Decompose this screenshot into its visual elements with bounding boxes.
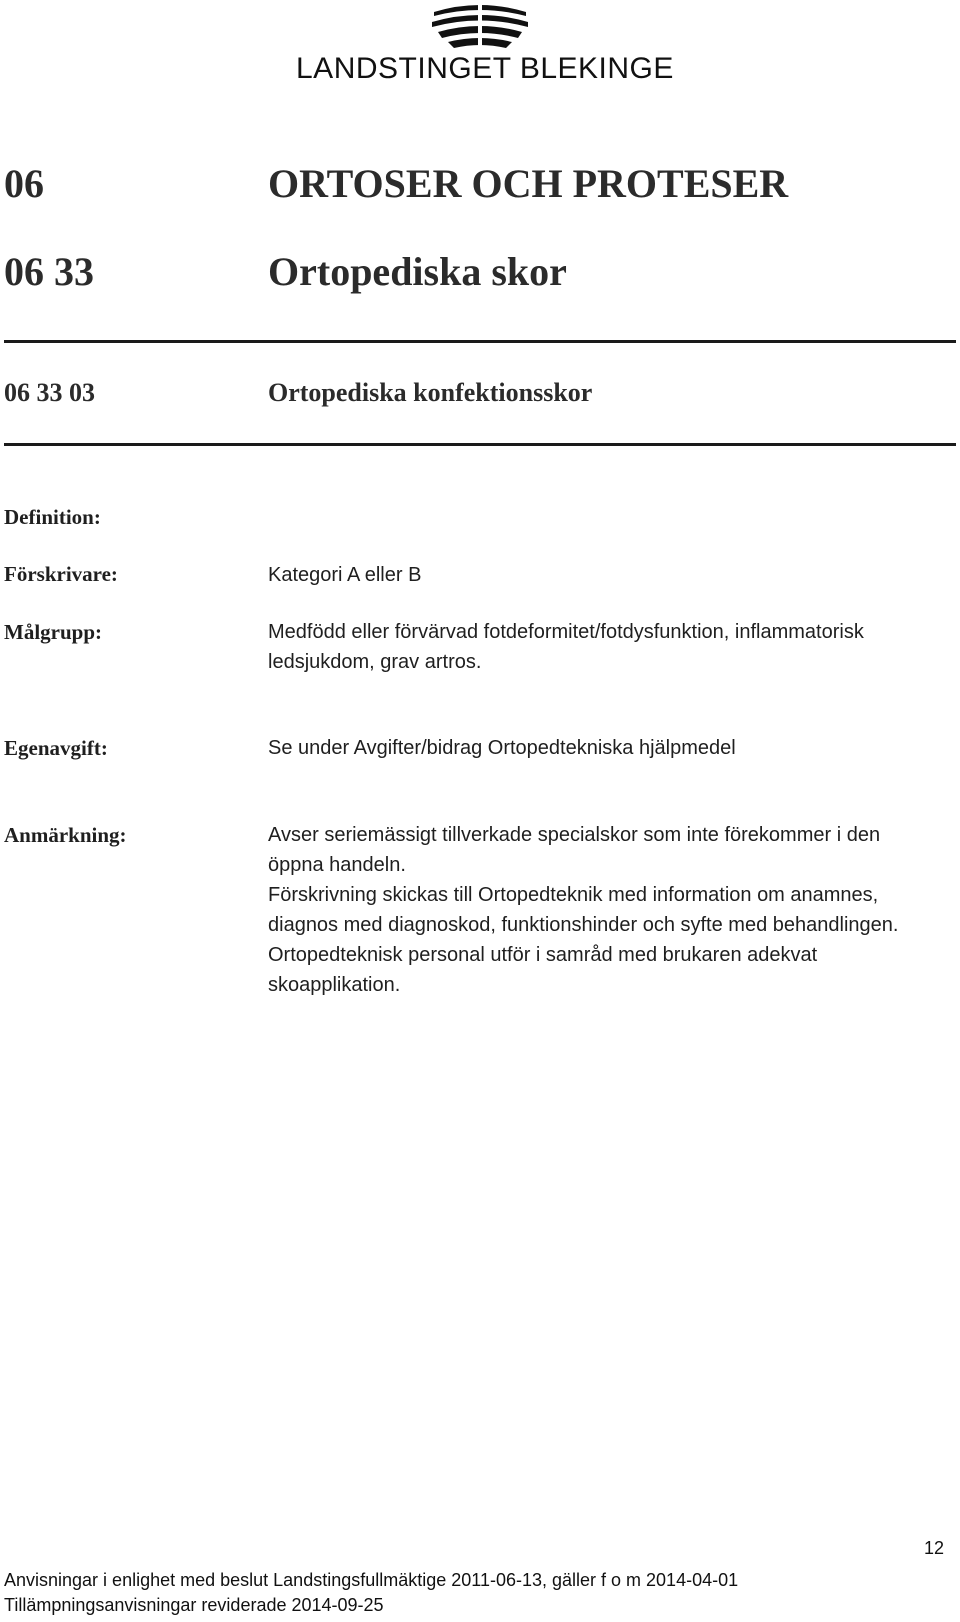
footer-line-2: Tillämpningsanvisningar reviderade 2014-09-25	[4, 1595, 384, 1615]
item-code: 06 33 03	[4, 378, 95, 407]
page-number: 12	[923, 1538, 944, 1558]
prescriber-value: Kategori A eller B	[268, 564, 422, 586]
footer-line-1: Anvisningar i enlighet med beslut Landstingsfullmäktige 2011-06-13, gäller f o m 2014-04-01	[4, 1570, 739, 1590]
fee-value: Se under Avgifter/bidrag Ortopedtekniska hjälpmedel	[268, 737, 736, 759]
main-code: 06	[4, 161, 44, 206]
fee-label: Egenavgift:	[4, 736, 108, 760]
definition-label: Definition:	[4, 505, 101, 529]
divider-top	[4, 340, 956, 343]
sub-title: Ortopediska skor	[268, 249, 567, 294]
remark-value	[268, 820, 938, 1000]
sub-code: 06 33	[4, 249, 94, 294]
target-label: Målgrupp:	[4, 620, 103, 644]
logo-wordmark: LANDSTINGET BLEKINGE	[296, 52, 674, 85]
main-title: ORTOSER OCH PROTESER	[268, 161, 789, 206]
target-value: Medfödd eller förvärvad fotdeformitet/fotdysfunktion, inflammatorisk ledsjukdom, grav artros.	[268, 621, 864, 673]
divider-bottom	[4, 443, 956, 446]
prescriber-label: Förskrivare:	[4, 562, 118, 586]
remark-label: Anmärkning:	[4, 823, 127, 847]
item-title: Ortopediska konfektionsskor	[268, 378, 593, 407]
ship-logo-icon	[428, 2, 532, 50]
remark-paragraph: Förskrivning skickas till Ortopedteknik med information om anamnes, diagnos med diagnoskod, funktionshinder och syfte med behandlingen.	[268, 884, 899, 936]
remark-paragraph: Ortopedteknisk personal utför i samråd med brukaren adekvat skoapplikation.	[268, 944, 818, 996]
remark-paragraph: Avser seriemässigt tillverkade specialskor som inte förekommer i den öppna handeln.	[268, 824, 881, 876]
